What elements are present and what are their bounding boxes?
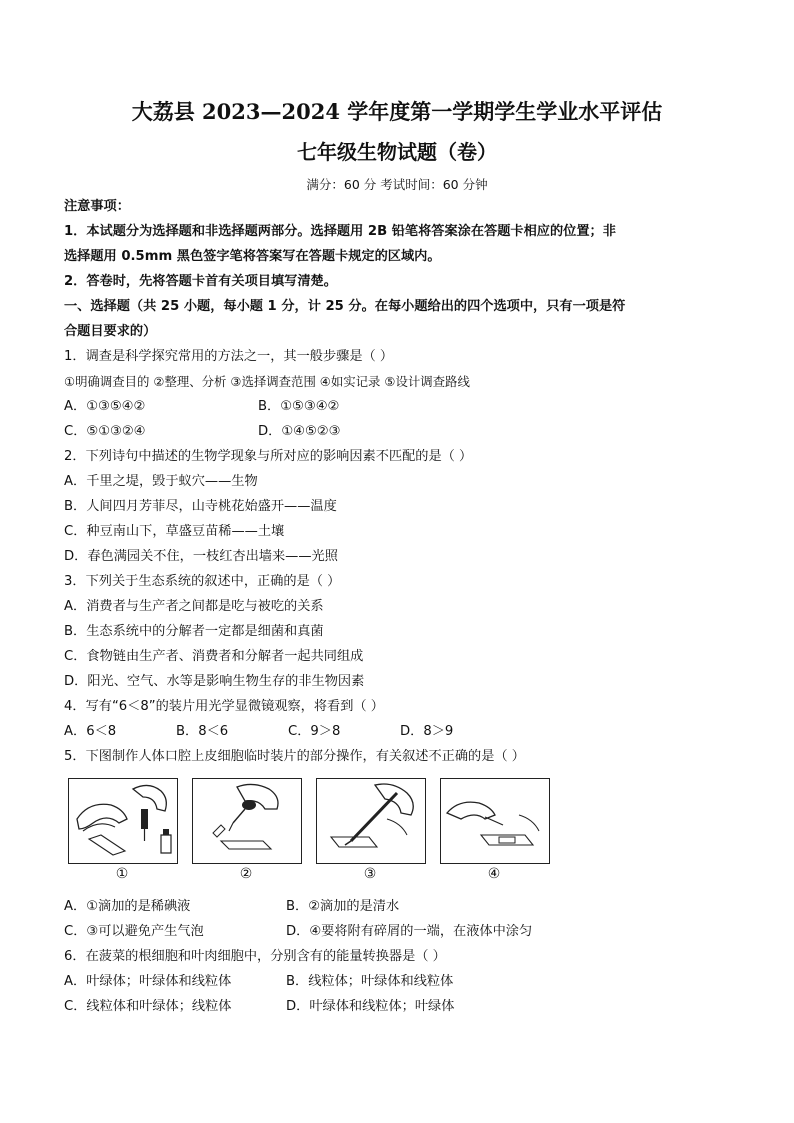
q6-option-d: D．叶绿体和线粒体；叶绿体 [286, 999, 455, 1014]
q6-option-b: B．线粒体；叶绿体和线粒体 [286, 974, 454, 989]
q2-option-d: D．春色满园关不住，一枝红杏出墙来——光照 [64, 549, 338, 564]
q6-stem: 6．在菠菜的根细胞和叶肉细胞中，分别含有的能量转换器是（ ） [64, 949, 446, 964]
notes-line-1: 1．本试题分为选择题和非选择题两部分。选择题用 2B 铅笔将答案涂在答题卡相应的位置；非 [64, 224, 616, 239]
q5-option-c: C．③可以避免产生气泡 [64, 924, 204, 939]
q3-option-d: D．阳光、空气、水等是影响生物生存的非生物因素 [64, 674, 365, 689]
q2-option-a: A．千里之堤，毁于蚁穴——生物 [64, 474, 258, 489]
q1-option-d: D．①④⑤②③ [258, 424, 341, 439]
q5-label-1: ① [115, 866, 129, 882]
q2-option-c: C．种豆南山下，草盛豆苗稀——土壤 [64, 524, 285, 539]
q4-option-b: B．8＜6 [176, 724, 229, 739]
notes-line-3: 2．答卷时，先将答题卡首有关项目填写清楚。 [64, 274, 337, 289]
q5-option-a: A．①滴加的是稀碘液 [64, 899, 191, 914]
notes-line-2: 选择题用 0.5mm 黑色签字笔将答案写在答题卡规定的区域内。 [64, 249, 441, 264]
q5-label-4: ④ [487, 866, 501, 882]
q1-items: ①明确调查目的 ②整理、分析 ③选择调查范围 ④如实记录 ⑤设计调查路线 [64, 374, 470, 389]
q4-option-c: C．9＞8 [288, 724, 341, 739]
q3-option-a: A．消费者与生产者之间都是吃与被吃的关系 [64, 599, 324, 614]
q5-label-3: ③ [363, 866, 377, 882]
q1-option-a: A．①③⑤④② [64, 399, 146, 414]
q5-option-b: B．②滴加的是清水 [286, 899, 400, 914]
q4-option-d: D．8＞9 [400, 724, 454, 739]
q1-option-c: C．⑤①③②④ [64, 424, 146, 439]
q2-option-b: B．人间四月芳菲尽，山寺桃花始盛开——温度 [64, 499, 337, 514]
q3-stem: 3．下列关于生态系统的叙述中，正确的是（ ） [64, 574, 341, 589]
q2-stem: 2．下列诗句中描述的生物学现象与所对应的影响因素不匹配的是（ ） [64, 449, 473, 464]
dropping-iodine-illustration [69, 779, 177, 863]
q5-panel-1 [68, 778, 178, 864]
notes-heading: 注意事项： [64, 199, 130, 214]
q5-panel-3 [316, 778, 426, 864]
exam-meta: 满分：60 分 考试时间：60 分钟 [306, 177, 488, 192]
q5-figure [68, 778, 548, 890]
section-1-heading-cont: 合题目要求的） [64, 324, 157, 339]
scraping-cells-illustration [317, 779, 425, 863]
coverslip-illustration [441, 779, 549, 863]
q4-option-a: A．6＜8 [64, 724, 117, 739]
q3-option-c: C．食物链由生产者、消费者和分解者一起共同组成 [64, 649, 364, 664]
q5-label-2: ② [239, 866, 253, 882]
q6-option-a: A．叶绿体；叶绿体和线粒体 [64, 974, 232, 989]
exam-subtitle: 七年级生物试题（卷） [297, 140, 497, 164]
q3-option-b: B．生态系统中的分解者一定都是细菌和真菌 [64, 624, 324, 639]
q5-panel-2 [192, 778, 302, 864]
section-1-heading: 一、选择题（共 25 小题，每小题 1 分，计 25 分。在每小题给出的四个选项中，只有一项是符 [64, 299, 626, 314]
q1-option-b: B．①⑤③④② [258, 399, 340, 414]
dropping-water-illustration [193, 779, 301, 863]
q5-stem: 5．下图制作人体口腔上皮细胞临时装片的部分操作，有关叙述不正确的是（ ） [64, 749, 525, 764]
q1-stem: 1．调查是科学探究常用的方法之一，其一般步骤是（ ） [64, 349, 394, 364]
q4-stem: 4．写有“6＜8”的装片用光学显微镜观察，将看到（ ） [64, 699, 384, 714]
q5-panel-4 [440, 778, 550, 864]
exam-title: 大荔县 2023—2024 学年度第一学期学生学业水平评估 [131, 99, 663, 124]
q5-option-d: D．④要将附有碎屑的一端，在液体中涂匀 [286, 924, 533, 939]
q6-option-c: C．线粒体和叶绿体；线粒体 [64, 999, 232, 1014]
